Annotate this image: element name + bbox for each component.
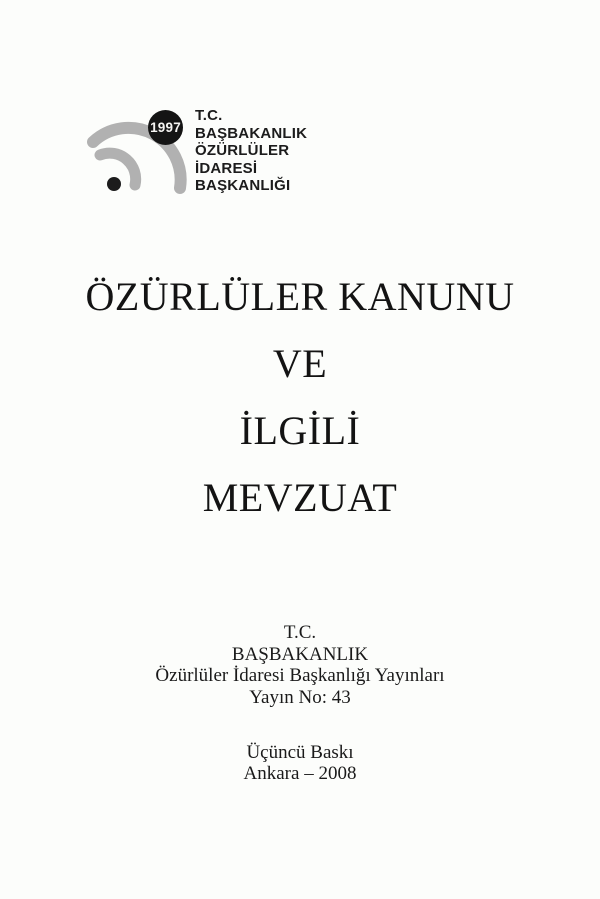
org-name-line: T.C. [195,107,223,124]
org-name-line: BAŞBAKANLIK [195,124,308,142]
book-title [0,263,600,531]
publisher-line: BAŞBAKANLIK [231,643,369,665]
org-name-line: İDARESİ [195,159,258,177]
book-title-line: ÖZÜRLÜLER KANUNU [85,274,515,319]
publisher-line: Yayın No: 43 [249,687,351,709]
publisher-line: Özürlüler İdaresi Başkanlığı Yayınları [155,665,445,687]
publisher-line: T.C. [283,622,317,643]
book-title-line: MEVZUAT [202,475,398,520]
publisher-info [0,622,600,709]
wave-origin-dot [107,177,121,191]
book-title-line: VE [272,341,328,386]
year-badge-label: 1997 [150,120,181,135]
year-badge [148,110,183,145]
org-name-line: ÖZÜRLÜLER [195,142,290,159]
edition-line: Ankara – 2008 [243,763,357,784]
org-name-line: BAŞKANLIĞI [195,177,291,194]
book-title-line: İLGİLİ [239,408,361,453]
org-name [195,107,307,195]
edition-info [0,742,600,784]
edition-line: Üçüncü Baskı [246,742,354,763]
